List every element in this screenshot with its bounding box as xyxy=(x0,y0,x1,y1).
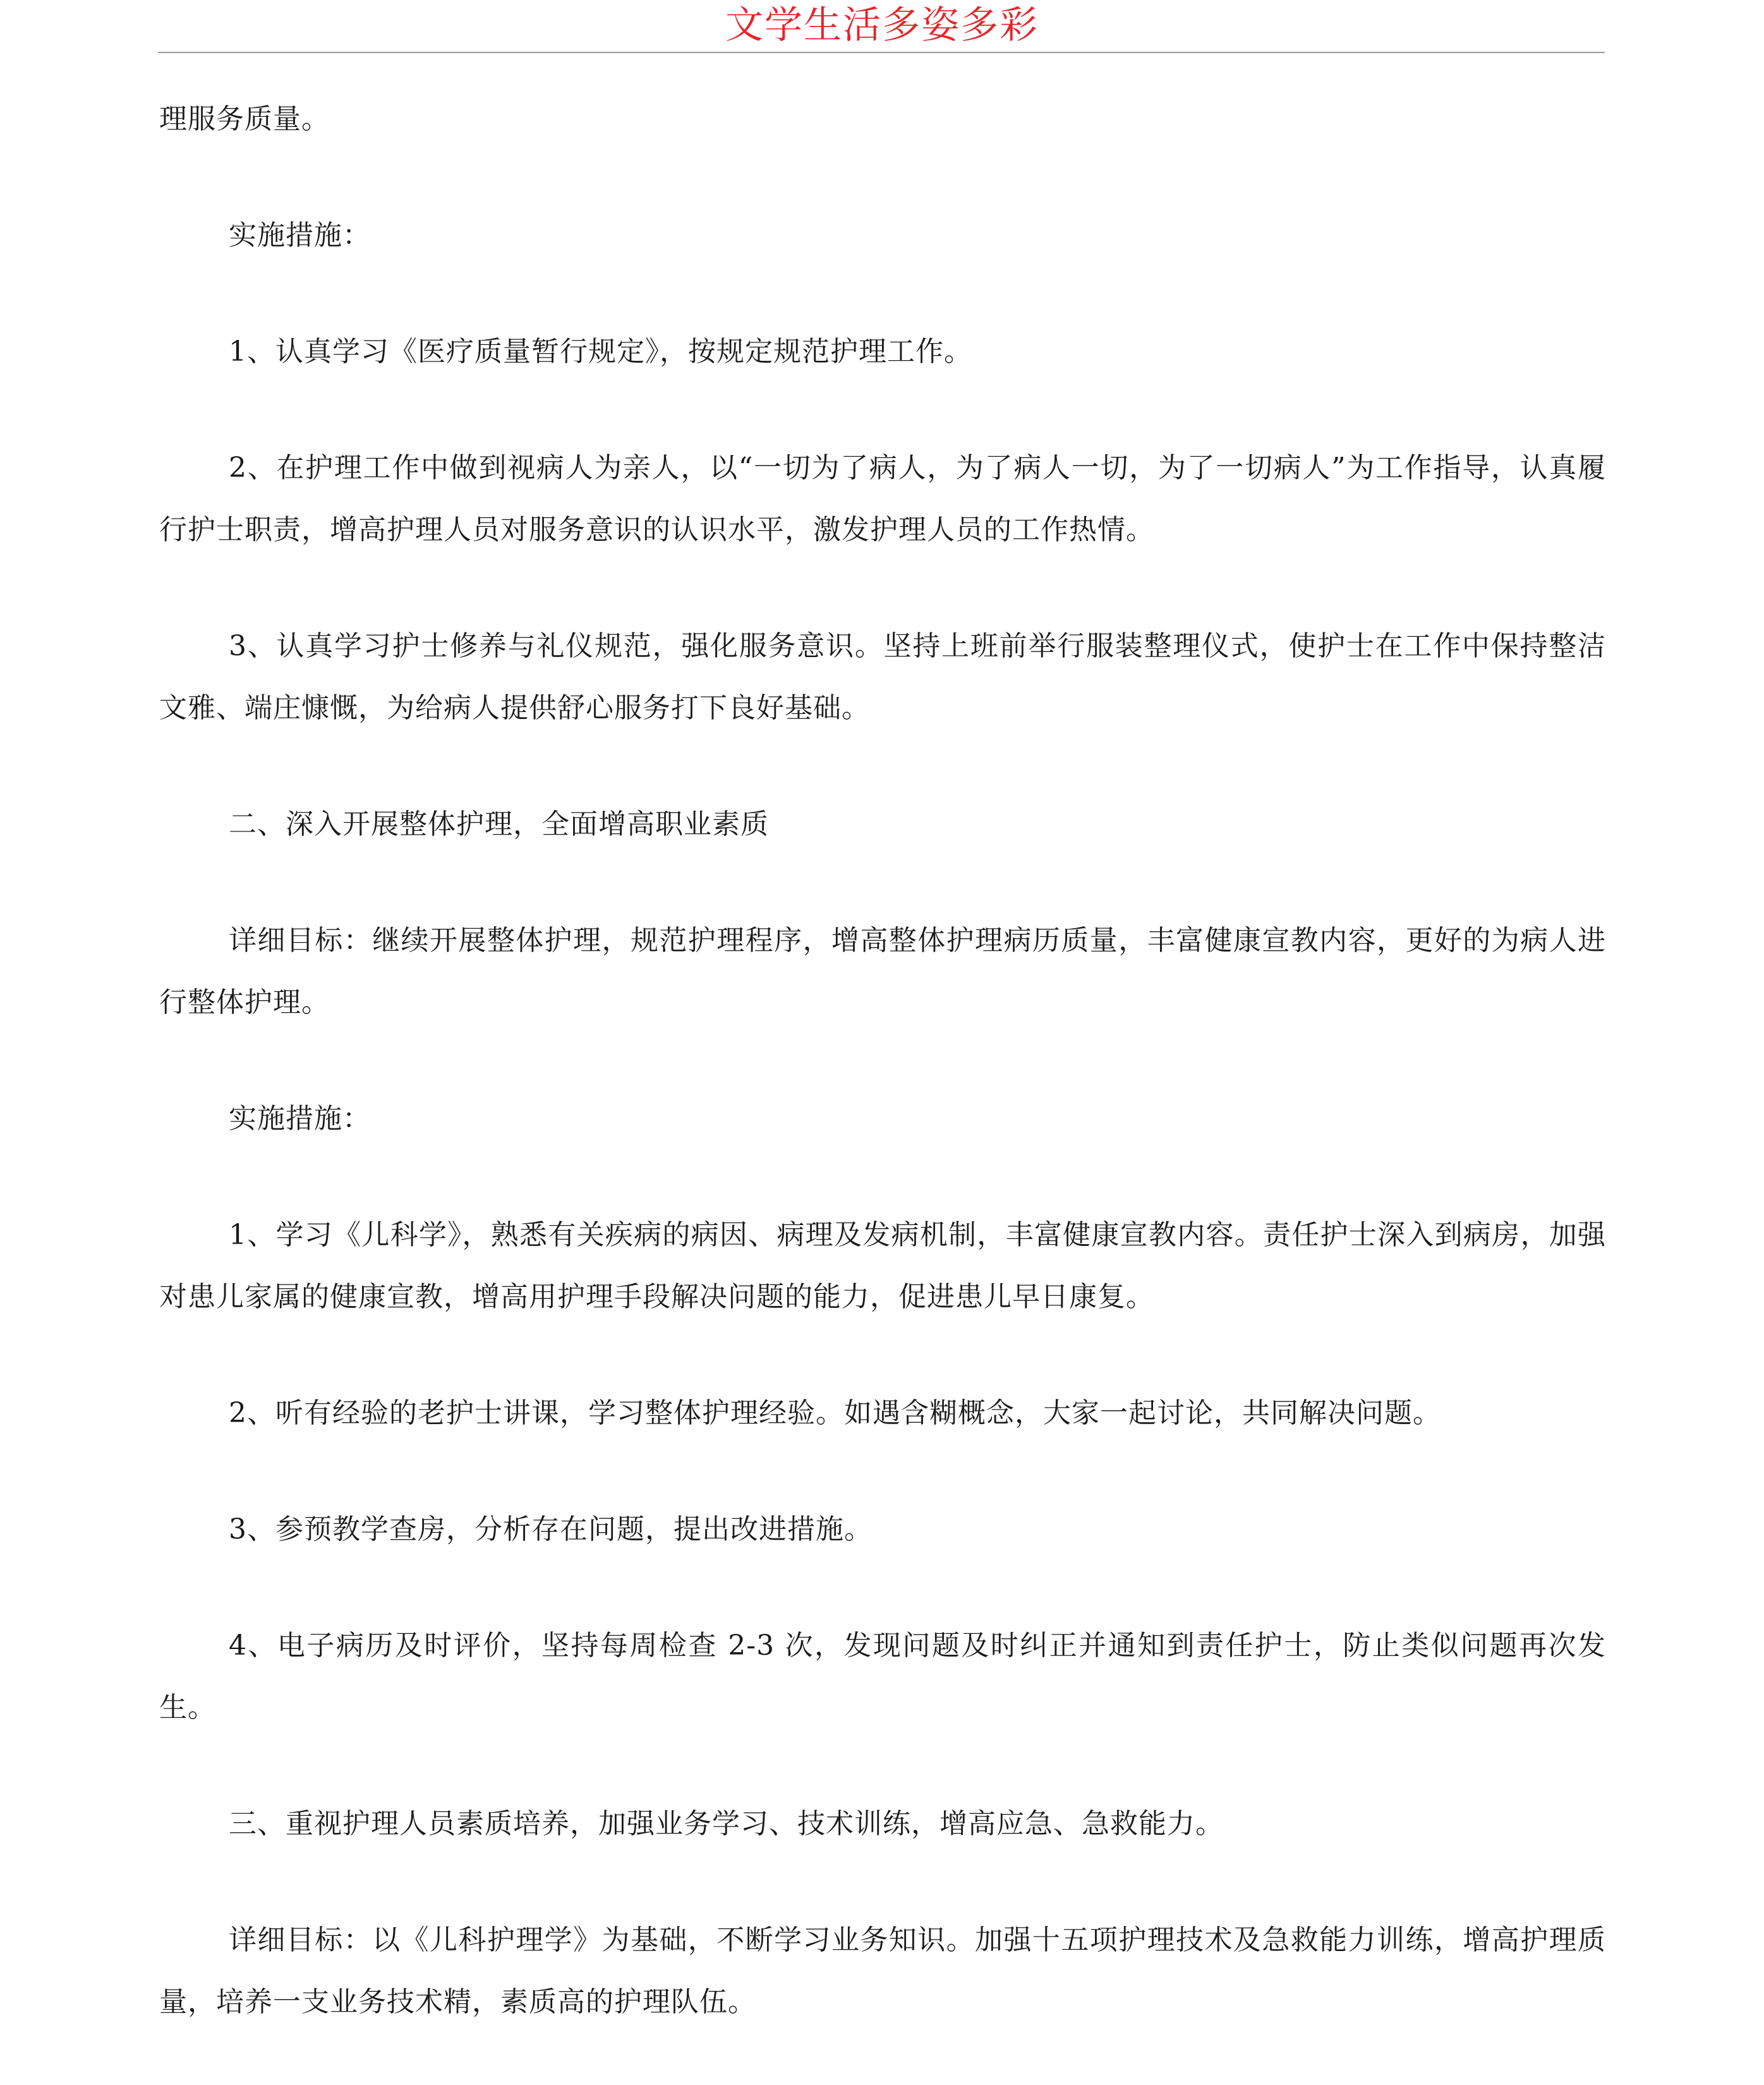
paragraph: 4、电子病历及时评价，坚持每周检查 2-3 次，发现问题及时纠正并通知到责任护士，防止类似问题再次发生。 xyxy=(159,1629,1606,1724)
paragraph: 详细目标：以《儿科护理学》为基础，不断学习业务知识。加强十五项护理技术及急救能力训练，增高护理质量，培养一支业务技术精，素质高的护理队伍。 xyxy=(159,1924,1606,2018)
page-header-title: 文学生活多姿多彩 xyxy=(725,3,1039,47)
paragraph: 详细目标：继续开展整体护理，规范护理程序，增高整体护理病历质量，丰富健康宣教内容，更好的为病人进行整体护理。 xyxy=(159,924,1606,1018)
document-body xyxy=(159,88,1606,2033)
paragraph-gap xyxy=(159,1855,1606,1909)
paragraph-gap xyxy=(159,383,1606,437)
paragraph-gap xyxy=(159,739,1606,794)
section-heading: 二、深入开展整体护理，全面增高职业素质 xyxy=(229,808,769,840)
header-divider xyxy=(158,52,1605,53)
paragraph-gap xyxy=(159,561,1606,615)
paragraph-gap xyxy=(159,267,1606,321)
paragraph: 3、参预教学查房，分析存在问题，提出改进措施。 xyxy=(229,1513,873,1545)
paragraph-gap xyxy=(159,1739,1606,1793)
paragraph-gap xyxy=(159,1328,1606,1382)
paragraph-gap xyxy=(159,1561,1606,1615)
section-heading: 三、重视护理人员素质培养，加强业务学习、技术训练，增高应急、急救能力。 xyxy=(229,1808,1224,1840)
paragraph-gap xyxy=(159,1150,1606,1204)
paragraph: 理服务质量。 xyxy=(159,103,330,135)
paragraph: 2、听有经验的老护士讲课，学习整体护理经验。如遇含糊概念，大家一起讨论，共同解决问题。 xyxy=(229,1397,1441,1429)
paragraph-gap xyxy=(159,1444,1606,1499)
paragraph: 1、认真学习《医疗质量暂行规定》，按规定规范护理工作。 xyxy=(229,335,972,368)
paragraph-gap xyxy=(159,150,1606,205)
paragraph-gap xyxy=(159,855,1606,910)
paragraph: 实施措施： xyxy=(229,219,371,251)
paragraph-gap xyxy=(159,1034,1606,1088)
paragraph: 3、认真学习护士修养与礼仪规范，强化服务意识。坚持上班前举行服装整理仪式，使护士在工作中保持整洁文雅、端庄慷慨，为给病人提供舒心服务打下良好基础。 xyxy=(159,630,1606,724)
paragraph: 1、学习《儿科学》，熟悉有关疾病的病因、病理及发病机制，丰富健康宣教内容。责任护士深入到病房，加强对患儿家属的健康宣教，增高用护理手段解决问题的能力，促进患儿早日康复。 xyxy=(159,1219,1606,1313)
paragraph: 实施措施： xyxy=(229,1103,371,1135)
paragraph: 2、在护理工作中做到视病人为亲人，以“一切为了病人，为了病人一切，为了一切病人”为工作指导，认真履行护士职责，增高护理人员对服务意识的认识水平，激发护理人员的工作热情。 xyxy=(159,452,1606,546)
